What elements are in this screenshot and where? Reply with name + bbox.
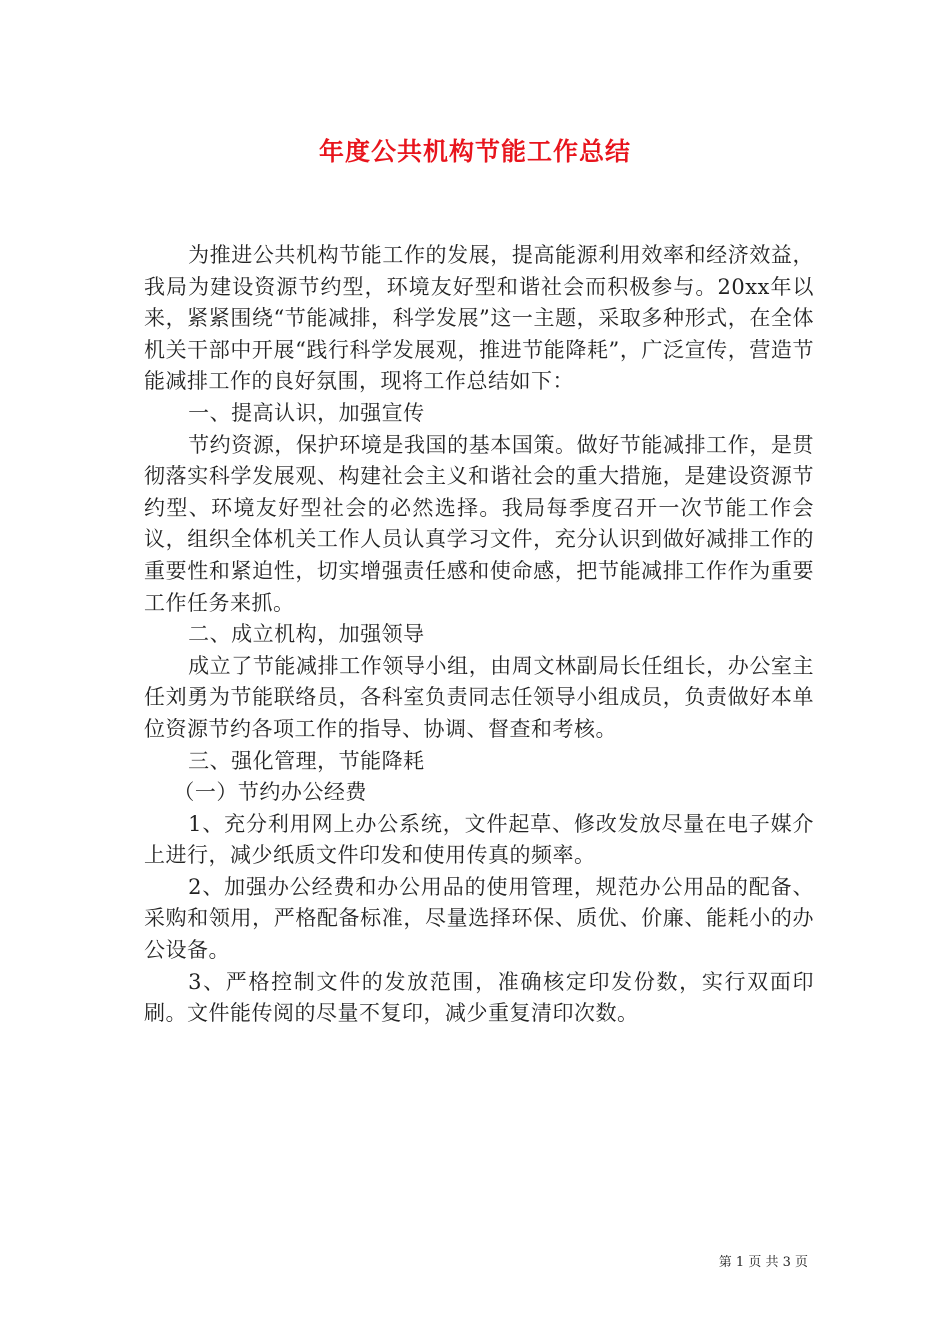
section-paragraph-2: 成立了节能减排工作领导小组，由周文林副局长任组长，办公室主任刘勇为节能联络员，各科室负责同志任领导小组成员，负责做好本单位资源节约各项工作的指导、协调、督查和考核。: [144, 653, 814, 741]
subsection-heading-1: （一）节约办公经费: [173, 780, 367, 805]
page-title: 年度公共机构节能工作总结: [318, 137, 631, 166]
list-item: 2、加强办公经费和办公用品的使用管理，规范办公用品的配备、采购和领用，严格配备标准，尽量选择环保、质优、价廉、能耗小的办公设备。: [144, 874, 814, 963]
list-item: 3、严格控制文件的发放范围，准确核定印发份数，实行双面印刷。文件能传阅的尽量不复印，减少重复清印次数。: [144, 969, 814, 1026]
section-heading-1: 一、提高认识，加强宣传: [188, 400, 425, 425]
page-number-footer: 第 1 页 共 3 页: [718, 1255, 808, 1270]
document-body: [144, 240, 814, 1030]
section-heading-3: 三、强化管理，节能降耗: [188, 748, 425, 773]
section-heading-2: 二、成立机构，加强领导: [188, 622, 425, 647]
intro-paragraph: 为推进公共机构节能工作的发展，提高能源利用效率和经济效益，我局为建设资源节约型，环境友好型和谐社会而积极参与。20xx年以来，紧紧围绕“节能减排，科学发展”这一主题，采取多种形式，在全体机关干部中开展“践行科学发展观，推进节能降耗”，广泛宣传，营造节能减排工作的良好氛围，现将工作总结如下：: [144, 243, 814, 394]
section-paragraph-1: 节约资源，保护环境是我国的基本国策。做好节能减排工作，是贯彻落实科学发展观、构建社会主义和谐社会的重大措施，是建设资源节约型、环境友好型社会的必然选择。我局每季度召开一次节能工作会议，组织全体机关工作人员认真学习文件，充分认识到做好减排工作的重要性和紧迫性，切实增强责任感和使命感，把节能减排工作作为重要工作任务来抓。: [144, 432, 814, 615]
list-item: 1、充分利用网上办公系统，文件起草、修改发放尽量在电子媒介上进行，减少纸质文件印发和使用传真的频率。: [144, 811, 814, 868]
